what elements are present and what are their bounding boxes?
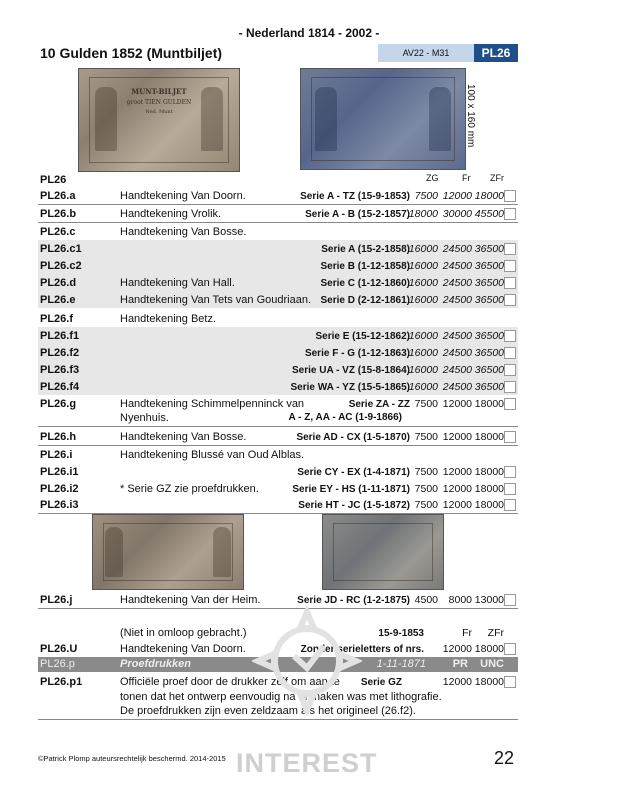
row-code: PL26.U <box>40 643 78 655</box>
banknote-front-image-2 <box>92 514 244 590</box>
price-zfr: 18000 <box>474 643 504 655</box>
u-date: 15-9-1853 <box>378 628 424 639</box>
owned-checkbox[interactable] <box>504 594 516 606</box>
row-description-line2: Nyenhuis. <box>120 412 169 424</box>
row-serie: Serie C (1-12-1860) <box>320 278 410 289</box>
table-row <box>38 205 518 223</box>
table-row <box>38 463 518 480</box>
row-code: PL26.i <box>40 449 73 461</box>
row-code: PL26.f <box>40 313 74 325</box>
row-code: PL26.f4 <box>40 381 80 393</box>
price-zg: 18000 <box>408 208 438 220</box>
owned-checkbox[interactable] <box>504 190 516 202</box>
row-code: PL26.c2 <box>40 260 82 272</box>
banknote-back-image <box>300 68 466 170</box>
row-description: Handtekening Van Doorn. <box>120 190 246 202</box>
price-zg: 7500 <box>414 190 438 202</box>
table-row <box>38 396 518 427</box>
row-code: PL26.i1 <box>40 466 79 478</box>
price-zfr: 36500 <box>474 364 504 376</box>
banknote-title: 10 Gulden 1852 (Muntbiljet) <box>40 45 223 61</box>
owned-checkbox[interactable] <box>504 483 516 495</box>
note-text-title: MUNT-BILJET <box>131 87 187 96</box>
price-zg: 16000 <box>408 294 438 306</box>
owned-checkbox[interactable] <box>504 364 516 376</box>
table-row <box>38 497 518 514</box>
row-code: PL26.f1 <box>40 330 80 342</box>
row-serie: Serie JD - RC (1-2-1875) <box>297 595 410 606</box>
not-in-circulation-note: (Niet in omloop gebracht.) <box>120 627 247 639</box>
table-row <box>38 291 518 308</box>
row-serie: Serie ZA - ZZ <box>348 399 410 410</box>
price-zg: 16000 <box>408 330 438 342</box>
price-zfr: 36500 <box>474 330 504 342</box>
watermark-text: INTEREST <box>236 748 378 778</box>
table-row <box>38 428 518 446</box>
row-serie: Serie HT - JC (1-5-1872) <box>298 500 410 511</box>
owned-checkbox[interactable] <box>504 277 516 289</box>
row-code: PL26.g <box>40 398 77 410</box>
catalog-code-badge: PL26 <box>474 44 518 62</box>
price-fr: 30000 <box>442 208 472 220</box>
row-serie: Serie WA - YZ (15-5-1865) <box>290 382 410 393</box>
price-zfr: 18000 <box>474 483 504 495</box>
price-unc: 18000 <box>474 676 504 688</box>
row-description: Handtekening Blussé van Oud Alblas. <box>120 449 305 461</box>
price-zg: 16000 <box>408 381 438 393</box>
column-header-zg: ZG <box>426 173 439 183</box>
price-zfr: 36500 <box>474 243 504 255</box>
row-description: Handtekening Van Bosse. <box>120 431 247 443</box>
price-zfr: 36500 <box>474 347 504 359</box>
banknote-front-image <box>78 68 240 172</box>
price-zg: 7500 <box>414 431 438 443</box>
price-fr: 12000 <box>442 499 472 511</box>
owned-checkbox[interactable] <box>504 466 516 478</box>
copyright-footer: ©Patrick Plomp auteursrechtelijk beschermd. 2014-2015 <box>38 754 226 763</box>
table-row <box>38 257 518 274</box>
u-zfr-header: ZFr <box>487 627 504 639</box>
price-zfr: 36500 <box>474 277 504 289</box>
page-header-title: - Nederland 1814 - 2002 - <box>238 26 380 40</box>
note-text-value: groot TIEN GULDEN <box>126 99 192 106</box>
price-zg: 16000 <box>408 243 438 255</box>
price-zfr: 45500 <box>474 208 504 220</box>
owned-checkbox[interactable] <box>504 347 516 359</box>
owned-checkbox[interactable] <box>504 431 516 443</box>
row-description: Handtekening Betz. <box>120 313 217 325</box>
price-zfr: 18000 <box>474 190 504 202</box>
price-fr: 12000 <box>442 190 472 202</box>
price-zg: 7500 <box>414 466 438 478</box>
owned-checkbox[interactable] <box>504 499 516 511</box>
row-serie: Serie F - G (1-12-1863) <box>304 348 410 359</box>
row-serie: Serie A - B (15-2-1857) <box>305 209 410 220</box>
price-fr: 12000 <box>442 483 472 495</box>
row-code: PL26.i2 <box>40 483 79 495</box>
price-zfr: 18000 <box>474 499 504 511</box>
row-serie: Serie AD - CX (1-5-1870) <box>296 432 410 443</box>
price-fr: 24500 <box>442 277 472 289</box>
table-row <box>38 378 518 395</box>
row-serie: Serie UA - VZ (15-8-1864) <box>291 365 410 376</box>
row-code: PL26.i3 <box>40 499 79 511</box>
row-description: Handtekening Van Bosse. <box>120 226 247 238</box>
price-fr: 12000 <box>442 431 472 443</box>
table-row <box>38 174 518 188</box>
proof-unc-header: UNC <box>480 658 504 670</box>
price-fr: 24500 <box>442 294 472 306</box>
note-text-sub: Ned. Munt <box>145 109 173 115</box>
watermark-gear-icon <box>252 606 362 716</box>
row-description: Handtekening Schimmelpenninck van <box>120 398 305 410</box>
price-zg: 7500 <box>414 499 438 511</box>
row-description: Handtekening Vrolik. <box>120 208 222 220</box>
row-description: * Serie GZ zie proefdrukken. <box>120 483 259 495</box>
u-fr-header: Fr <box>462 627 472 639</box>
price-fr: 24500 <box>442 330 472 342</box>
price-zg: 16000 <box>408 347 438 359</box>
row-serie: Serie A - TZ (15-9-1853) <box>300 191 410 202</box>
proof-code: PL26.p <box>40 658 75 670</box>
price-zfr: 13000 <box>474 594 504 606</box>
row-serie: Serie EY - HS (1-11-1871) <box>292 484 410 495</box>
price-fr: 24500 <box>442 243 472 255</box>
row-serie: Serie GZ <box>360 677 402 688</box>
table-row <box>38 480 518 497</box>
table-row <box>38 240 518 257</box>
row-code: PL26.c <box>40 226 76 238</box>
row-code: PL26.a <box>40 190 76 202</box>
row-serie-line2: A - Z, AA - AC (1-9-1866) <box>288 412 402 423</box>
owned-checkbox[interactable] <box>504 676 516 688</box>
price-zg: 16000 <box>408 260 438 272</box>
price-zfr: 36500 <box>474 381 504 393</box>
row-serie: Serie A (15-2-1858) <box>321 244 410 255</box>
price-fr: 24500 <box>442 364 472 376</box>
row-code: PL26.p1 <box>40 676 83 688</box>
row-description-line3: De proefdrukken zijn even zeldzaam als het origineel (26.f2). <box>120 705 416 717</box>
row-code: PL26.f2 <box>40 347 80 359</box>
price-fr: 24500 <box>442 347 472 359</box>
table-row <box>38 310 518 327</box>
row-description: Handtekening Van Doorn. <box>120 643 246 655</box>
row-serie: Serie CY - EX (1-4-1871) <box>297 467 410 478</box>
row-description-line2: tonen dat het ontwerp eenvoudig na te maken was met lithografie. <box>120 691 442 703</box>
owned-checkbox[interactable] <box>504 208 516 220</box>
row-description: Handtekening Van der Heim. <box>120 594 261 606</box>
table-row <box>38 274 518 291</box>
table-row <box>38 361 518 378</box>
table-row <box>38 327 518 344</box>
price-zg: 16000 <box>408 364 438 376</box>
size-label: 100 x 160 mm <box>465 84 476 148</box>
price-fr: 24500 <box>442 381 472 393</box>
price-zg: 7500 <box>414 398 438 410</box>
row-code: PL26.j <box>40 594 73 606</box>
row-code: PL26.f3 <box>40 364 80 376</box>
price-zfr: 36500 <box>474 260 504 272</box>
price-zfr: 18000 <box>474 398 504 410</box>
page-number: 22 <box>494 748 515 768</box>
price-fr: 12000 <box>442 398 472 410</box>
price-fr: 12000 <box>442 643 472 655</box>
column-header-zfr: ZFr <box>490 173 504 183</box>
row-description: Handtekening Van Hall. <box>120 277 235 289</box>
row-code: PL26.d <box>40 277 77 289</box>
owned-checkbox[interactable] <box>504 260 516 272</box>
row-code: PL26.h <box>40 431 77 443</box>
catalog-reference: AV22 - M31 <box>378 44 474 62</box>
proof-pr-header: PR <box>452 658 468 670</box>
row-code: PL26.c1 <box>40 243 82 255</box>
row-serie: Serie E (15-12-1862) <box>315 331 410 342</box>
proof-date: 1-11-1871 <box>376 658 426 670</box>
banknote-back-image-2 <box>322 514 444 590</box>
owned-checkbox[interactable] <box>504 243 516 255</box>
column-header-fr: Fr <box>462 173 471 183</box>
owned-checkbox[interactable] <box>504 381 516 393</box>
title-bar <box>38 44 518 62</box>
price-fr: 12000 <box>442 466 472 478</box>
table-row <box>38 188 518 205</box>
price-zg: 7500 <box>414 483 438 495</box>
proof-title: Proefdrukken <box>120 658 191 670</box>
table-row <box>38 344 518 361</box>
price-fr: 24500 <box>442 260 472 272</box>
row-code: PL26.b <box>40 208 77 220</box>
table-row <box>38 223 518 240</box>
price-zfr: 18000 <box>474 466 504 478</box>
row-code: PL26.e <box>40 294 76 306</box>
price-zg: 4500 <box>414 594 438 606</box>
owned-checkbox[interactable] <box>504 294 516 306</box>
owned-checkbox[interactable] <box>504 643 516 655</box>
row-serie: Serie B (1-12-1858) <box>320 261 410 272</box>
price-fr: 8000 <box>448 594 472 606</box>
row-serie: Zonder serieletters of nrs. <box>300 644 424 655</box>
price-zfr: 36500 <box>474 294 504 306</box>
price-zfr: 18000 <box>474 431 504 443</box>
price-pr: 12000 <box>442 676 472 688</box>
row-code: PL26 <box>40 174 67 186</box>
row-description: Officiële proef door de drukker zelf om aan te <box>120 676 340 688</box>
row-description: Handtekening Van Tets van Goudriaan. <box>120 294 312 306</box>
price-zg: 16000 <box>408 277 438 289</box>
owned-checkbox[interactable] <box>504 330 516 342</box>
table-row <box>38 446 518 463</box>
row-serie: Serie D (2-12-1861) <box>320 295 410 306</box>
owned-checkbox[interactable] <box>504 398 516 410</box>
